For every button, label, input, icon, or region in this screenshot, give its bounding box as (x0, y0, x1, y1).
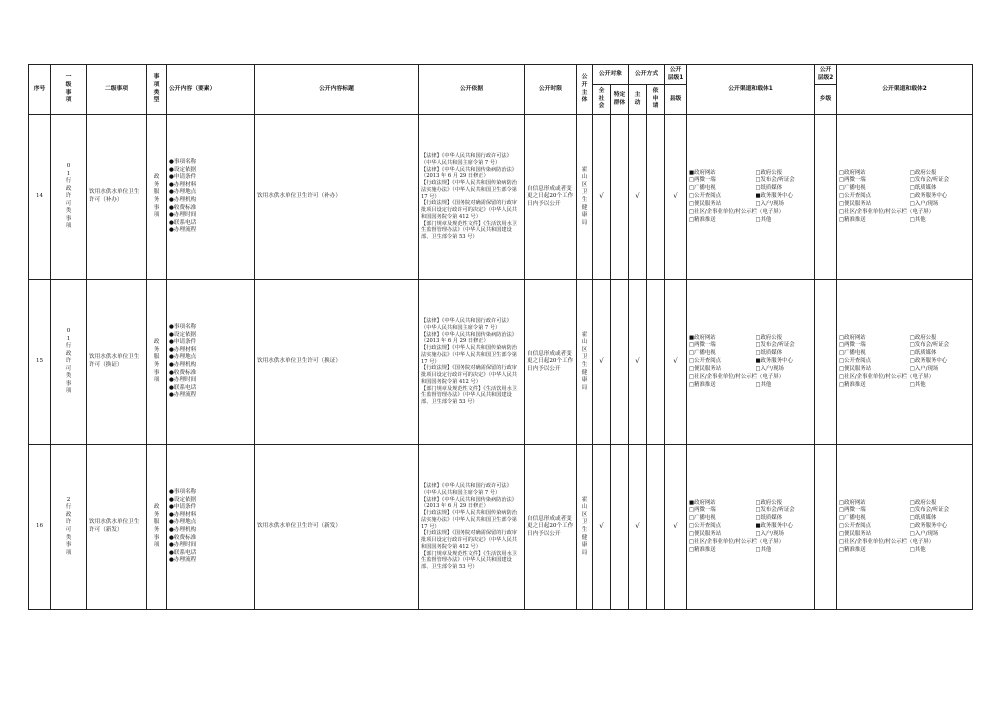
channel-option: □政府公报 (909, 334, 937, 341)
element-item: ●申请条件 (169, 504, 197, 511)
channel-option: □便民服务站 (839, 365, 872, 372)
row-level1 (51, 280, 87, 445)
element-item: ●办理地点 (169, 519, 197, 526)
header-tier2: 公开层级2 (815, 65, 837, 85)
channel-option: □政府公报 (909, 169, 937, 176)
basis-line: （2013 年 6 月 29 日修正） (421, 338, 489, 345)
basis-line: 【行政法规】《中华人民共和国传染病防治法实施办法》（中华人民共和国卫生部令第 17 号） (421, 180, 517, 200)
element-item: ●办理流程 (169, 392, 197, 399)
row-seq: 14 (29, 115, 51, 280)
header-type (147, 65, 167, 115)
channel-option: □社区/企事业单位/村公示栏（电子屏） (689, 208, 785, 215)
element-item: ●办理流程 (169, 557, 197, 564)
row-subject (577, 445, 593, 610)
check-method-request (647, 445, 665, 610)
row-type (147, 445, 167, 610)
header-channel1: 公开渠道和载体1 (687, 65, 815, 115)
header-timing: 公开时限 (525, 65, 577, 115)
element-item: ●联系电话 (169, 219, 197, 226)
channel-option: □公开查阅点 (839, 523, 872, 530)
check-target-group (611, 115, 629, 280)
channel-option: □政府公报 (755, 499, 783, 506)
basis-line: （2013 年 6 月 29 日修正） (421, 173, 489, 180)
channel-option: □两微一端 (689, 177, 716, 184)
row-type-text: 政务服务事项 (153, 504, 160, 549)
channel-option: □政务服务中心 (909, 523, 948, 530)
channel-option: □广播电视 (839, 515, 866, 522)
row-subject-text: 霍山区卫生健康局 (581, 331, 588, 391)
header-standard: 公开内容标题 (255, 65, 419, 115)
channel-option: □其他 (755, 381, 772, 388)
element-item: ●收费标准 (169, 204, 197, 211)
row-standard: 饮用水供水单位卫生许可（换证） (255, 280, 419, 445)
basis-line: 【法律】《中华人民共和国传染病防治法》 (421, 496, 517, 503)
table-row (29, 115, 973, 280)
channel-option: □其他 (909, 546, 926, 553)
header-target-group: 特定群体 (611, 85, 629, 115)
channel-option: □两微一端 (839, 342, 866, 349)
row-subject-text: 霍山区卫生健康局 (581, 166, 588, 226)
channel1-list (687, 115, 815, 280)
basis-line: 【部门规章及规范性文件】《生活饮用水卫生监督管理办法》（中华人民共和国建设部、卫生部令第 53 号） (421, 550, 517, 571)
row-seq: 16 (29, 445, 51, 610)
channel-option: □入户/现场 (909, 530, 939, 537)
channel-option: □入户/现场 (909, 365, 939, 372)
row-elements (167, 280, 255, 445)
header-target-all (593, 85, 611, 115)
channel-option: ■政务服务中心 (755, 358, 793, 365)
row-basis (419, 280, 525, 445)
element-item: ●事项名称 (169, 489, 197, 496)
channel-option: □政府公报 (755, 169, 783, 176)
channel-option: ■政府网站 (689, 334, 716, 341)
channel-option: □社区/企事业单位/村公示栏（电子屏） (839, 208, 935, 215)
row-timing: 自信息形成或者变更之日起20个工作日内予以公开 (525, 445, 577, 610)
check-method-request (647, 280, 665, 445)
element-item: ●办理机构 (169, 197, 197, 203)
row-subject (577, 115, 593, 280)
header-method-request (647, 85, 665, 115)
header-method-request-text: 依申请 (652, 87, 659, 110)
basis-line: 【行政法规】《国务院对确需保留的行政审批项目设定行政许可的决定》（中华人民共和国国务院令第 412 号） (421, 365, 517, 385)
check-tier2 (815, 115, 837, 280)
header-method-active-text: 主动 (634, 91, 641, 106)
channel-option: □便民服务站 (839, 200, 872, 207)
channel2-list (837, 115, 973, 280)
row-type (147, 280, 167, 445)
table-row (29, 280, 973, 445)
channel-option: □便民服务站 (689, 365, 722, 372)
channel-option: □社区/企事业单位/村公示栏（电子屏） (689, 373, 785, 380)
header-row (29, 65, 973, 85)
row-level1 (51, 115, 87, 280)
basis-line: （中华人民共和国主席令第 7 号） (421, 324, 501, 331)
channel-option: □两微一端 (839, 507, 866, 514)
row-elements (167, 115, 255, 280)
channel-option: □精准推送 (839, 546, 866, 553)
basis-line: 【法律】《中华人民共和国传染病防治法》 (421, 331, 517, 338)
channel-option: □纸质媒体 (909, 350, 937, 357)
channel-option: □精准推送 (839, 216, 866, 223)
header-method: 公开方式 (629, 65, 665, 85)
row-level2: 饮用水供水单位卫生许可（换证） (87, 280, 147, 445)
element-item: ●收费标准 (169, 369, 197, 376)
header-level1-text: 一级事项 (65, 73, 72, 104)
channel-option: ■政务服务中心 (755, 193, 793, 200)
channel-option: □便民服务站 (689, 530, 722, 537)
check-target-all: √ (593, 115, 611, 280)
row-timing: 自信息形成或者变更之日起20个工作日内予以公开 (525, 280, 577, 445)
channel-option: □公开查阅点 (689, 358, 722, 365)
element-item: ●办理地点 (169, 354, 197, 361)
header-tier1-sub: 县级 (665, 85, 687, 115)
channel-option: □政府公报 (909, 499, 937, 506)
basis-line: （中华人民共和国主席令第 7 号） (421, 159, 501, 166)
channel-option: □两微一端 (839, 177, 866, 184)
element-item: ●办理材料 (169, 346, 197, 353)
channel-option: □政府公报 (755, 334, 783, 341)
channel-option: □社区/企事业单位/村公示栏（电子屏） (839, 373, 935, 380)
basis-line: （2013 年 6 月 29 日修正） (421, 503, 489, 510)
channel2-list (837, 280, 973, 445)
check-tier1: √ (665, 445, 687, 610)
basis-line: 【法律】《中华人民共和国行政许可法》 (421, 318, 512, 325)
channel-option: □发布会/听证会 (909, 342, 950, 349)
row-level2: 饮用水供水单位卫生许可（补办） (87, 115, 147, 280)
channel-option: □入户/现场 (755, 200, 784, 207)
element-item: ●办理材料 (169, 511, 197, 518)
channel-option: □政府网站 (839, 169, 866, 176)
channel-option: □发布会/听证会 (755, 177, 795, 184)
channel-option: □精准推送 (689, 381, 716, 388)
channel1-list (687, 280, 815, 445)
basis-line: （中华人民共和国主席令第 7 号） (421, 489, 501, 496)
check-method-active: √ (629, 280, 647, 445)
element-item: ●办理时间 (169, 542, 197, 549)
row-level2: 饮用水供水单位卫生许可（新发） (87, 445, 147, 610)
channel-option: □发布会/听证会 (755, 507, 795, 514)
element-item: ●设定依据 (169, 496, 197, 503)
channel-option: □其他 (909, 216, 926, 223)
row-standard: 饮用水供水单位卫生许可（补办） (255, 115, 419, 280)
channel-option: □社区/企事业单位/村公示栏（电子屏） (839, 538, 935, 545)
check-tier1: √ (665, 115, 687, 280)
channel-option: □广播电视 (689, 515, 716, 522)
channel-option: □两微一端 (689, 342, 716, 349)
channel-option: □社区/企事业单位/村公示栏（电子屏） (689, 538, 785, 545)
element-item: ●联系电话 (169, 549, 197, 556)
channel-option: □纸质媒体 (909, 515, 937, 522)
row-standard: 饮用水供水单位卫生许可（新发） (255, 445, 419, 610)
disclosure-table (28, 64, 973, 610)
basis-line: 【法律】《中华人民共和国行政许可法》 (421, 153, 512, 160)
row-type-text: 政务服务事项 (153, 339, 160, 384)
basis-line: 【行政法规】《中华人民共和国传染病防治法实施办法》（中华人民共和国卫生部令第 17 号） (421, 345, 517, 365)
check-tier2 (815, 280, 837, 445)
channel-option: □广播电视 (689, 350, 716, 357)
element-item: ●事项名称 (169, 159, 197, 166)
channel-option: □其他 (755, 546, 772, 553)
check-target-group (611, 280, 629, 445)
header-content: 公开内容（要素） (167, 65, 255, 115)
channel-option: ■政府网站 (689, 169, 716, 176)
channel-option: □精准推送 (839, 381, 866, 388)
row-type (147, 115, 167, 280)
header-channel2: 公开渠道和载体2 (837, 65, 973, 115)
channel-option: □发布会/听证会 (755, 342, 795, 349)
basis-line: 【行政法规】《国务院对确需保留的行政审批项目设定行政许可的决定》（中华人民共和国国务院令第 412 号） (421, 530, 517, 550)
channel-option: □公开查阅点 (689, 523, 722, 530)
channel-option: □政务服务中心 (909, 193, 948, 200)
channel-option: □入户/现场 (755, 530, 784, 537)
header-tier2-sub: 乡级 (815, 85, 837, 115)
element-item: ●办理时间 (169, 377, 197, 384)
channel-option: □广播电视 (839, 350, 866, 357)
header-tier1: 公开层级1 (665, 65, 687, 85)
channel-option: □入户/现场 (909, 200, 939, 207)
row-level1-text: 01行政许可类事项 (65, 328, 72, 395)
channel-option: □政府网站 (839, 334, 866, 341)
channel-option: □政府网站 (839, 499, 866, 506)
element-item: ●事项名称 (169, 324, 197, 331)
channel-option: □纸质媒体 (755, 515, 783, 522)
channel-option: □两微一端 (689, 507, 716, 514)
header-subject (577, 65, 593, 115)
table-row (29, 445, 973, 610)
element-item: ●办理机构 (169, 362, 197, 368)
channel-option: ■政府网站 (689, 499, 716, 506)
header-method-active (629, 85, 647, 115)
channel-option: □其他 (909, 381, 926, 388)
row-timing: 自信息形成或者变更之日起20个工作日内予以公开 (525, 115, 577, 280)
channel1-list (687, 445, 815, 610)
basis-line: 【法律】《中华人民共和国传染病防治法》 (421, 166, 517, 173)
channel-option: □入户/现场 (755, 365, 784, 372)
channel2-list (837, 445, 973, 610)
row-level1-text: 2行政许可类事项 (65, 496, 72, 556)
channel-option: □发布会/听证会 (909, 507, 950, 514)
header-basis: 公开依据 (419, 65, 525, 115)
check-tier1: √ (665, 280, 687, 445)
element-item: ●联系电话 (169, 384, 197, 391)
row-subject (577, 280, 593, 445)
channel-option: □公开查阅点 (689, 193, 722, 200)
header-target-all-text: 全社会 (598, 87, 605, 110)
element-item: ●设定依据 (169, 166, 197, 173)
check-method-request (647, 115, 665, 280)
row-level1-text: 01行政许可类事项 (65, 163, 72, 230)
header-level1 (51, 65, 87, 115)
element-item: ●办理流程 (169, 227, 197, 234)
element-item: ●申请条件 (169, 339, 197, 346)
check-target-group (611, 445, 629, 610)
basis-line: 【行政法规】《国务院对确需保留的行政审批项目设定行政许可的决定》（中华人民共和国国务院令第 412 号） (421, 200, 517, 220)
basis-line: 【部门规章及规范性文件】《生活饮用水卫生监督管理办法》（中华人民共和国建设部、卫生部令第 53 号） (421, 220, 517, 241)
channel-option: □公开查阅点 (839, 193, 872, 200)
element-item: ●收费标准 (169, 534, 197, 541)
element-item: ●办理时间 (169, 212, 197, 219)
channel-option: □精准推送 (689, 546, 716, 553)
row-level1 (51, 445, 87, 610)
row-type-text: 政务服务事项 (153, 174, 160, 219)
element-item: ●申请条件 (169, 174, 197, 181)
channel-option: □发布会/听证会 (909, 177, 950, 184)
header-subject-text: 公开主体 (581, 73, 588, 104)
check-method-active: √ (629, 115, 647, 280)
row-basis (419, 115, 525, 280)
row-seq: 15 (29, 280, 51, 445)
element-item: ●办理机构 (169, 527, 197, 533)
header-level2: 二级事项 (87, 65, 147, 115)
channel-option: □政务服务中心 (909, 358, 948, 365)
check-target-all: √ (593, 280, 611, 445)
channel-option: □纸质媒体 (909, 185, 937, 192)
basis-line: 【法律】《中华人民共和国行政许可法》 (421, 483, 512, 490)
channel-option: □纸质媒体 (755, 350, 783, 357)
basis-line: 【行政法规】《中华人民共和国传染病防治法实施办法》（中华人民共和国卫生部令第 17 号） (421, 510, 517, 530)
channel-option: □公开查阅点 (839, 358, 872, 365)
element-item: ●办理地点 (169, 189, 197, 196)
element-item: ●办理材料 (169, 181, 197, 188)
channel-option: □精准推送 (689, 216, 716, 223)
channel-option: □便民服务站 (839, 530, 872, 537)
row-elements (167, 445, 255, 610)
header-seq: 序号 (29, 65, 51, 115)
header-target: 公开对象 (593, 65, 629, 85)
basis-line: 【部门规章及规范性文件】《生活饮用水卫生监督管理办法》（中华人民共和国建设部、卫生部令第 53 号） (421, 385, 517, 406)
channel-option: □纸质媒体 (755, 185, 783, 192)
channel-option: ■政务服务中心 (755, 523, 793, 530)
row-subject-text: 霍山区卫生健康局 (581, 496, 588, 556)
channel-option: □其他 (755, 216, 772, 223)
row-basis (419, 445, 525, 610)
header-type-text: 事项类型 (153, 73, 160, 104)
check-tier2 (815, 445, 837, 610)
channel-option: □广播电视 (689, 185, 716, 192)
element-item: ●设定依据 (169, 331, 197, 338)
check-method-active: √ (629, 445, 647, 610)
check-target-all: √ (593, 445, 611, 610)
channel-option: □便民服务站 (689, 200, 722, 207)
channel-option: □广播电视 (839, 185, 866, 192)
